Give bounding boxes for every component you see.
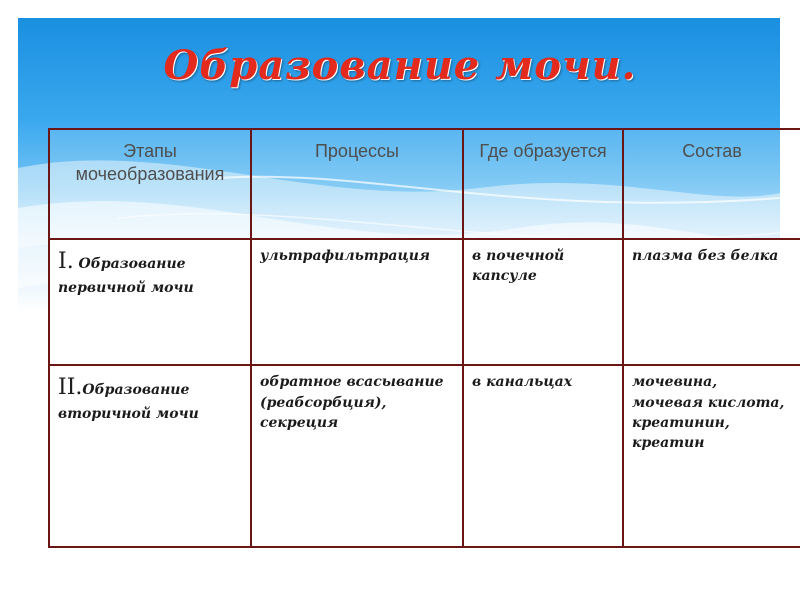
header-stages: Этапы мочеобразования	[49, 129, 251, 239]
urine-formation-table	[48, 128, 800, 548]
where-cell: в почечной капсуле	[463, 239, 623, 365]
stage-number: II.	[58, 375, 83, 401]
header-processes: Процессы	[251, 129, 463, 239]
stage-number: I.	[58, 249, 74, 274]
process-cell: обратное всасывание (реабсорбция), секреция	[251, 365, 463, 547]
process-cell: ультрафильтрация	[251, 239, 463, 365]
stage-cell	[49, 239, 251, 365]
composition-cell: мочевина, мочевая кислота, креатинин, креатин	[623, 365, 800, 547]
composition-cell: плазма без белка	[623, 239, 800, 365]
header-where: Где образуется	[463, 129, 623, 239]
where-cell: в канальцах	[463, 365, 623, 547]
page-title: Образование мочи.	[163, 42, 637, 89]
stage-text: Образование вторичной мочи	[58, 382, 199, 423]
stage-text: Образование первичной мочи	[58, 256, 194, 296]
table-row	[49, 365, 800, 547]
header-composition: Состав	[623, 129, 800, 239]
stage-cell	[49, 365, 251, 547]
table-row	[49, 239, 800, 365]
table-header-row	[49, 129, 800, 239]
